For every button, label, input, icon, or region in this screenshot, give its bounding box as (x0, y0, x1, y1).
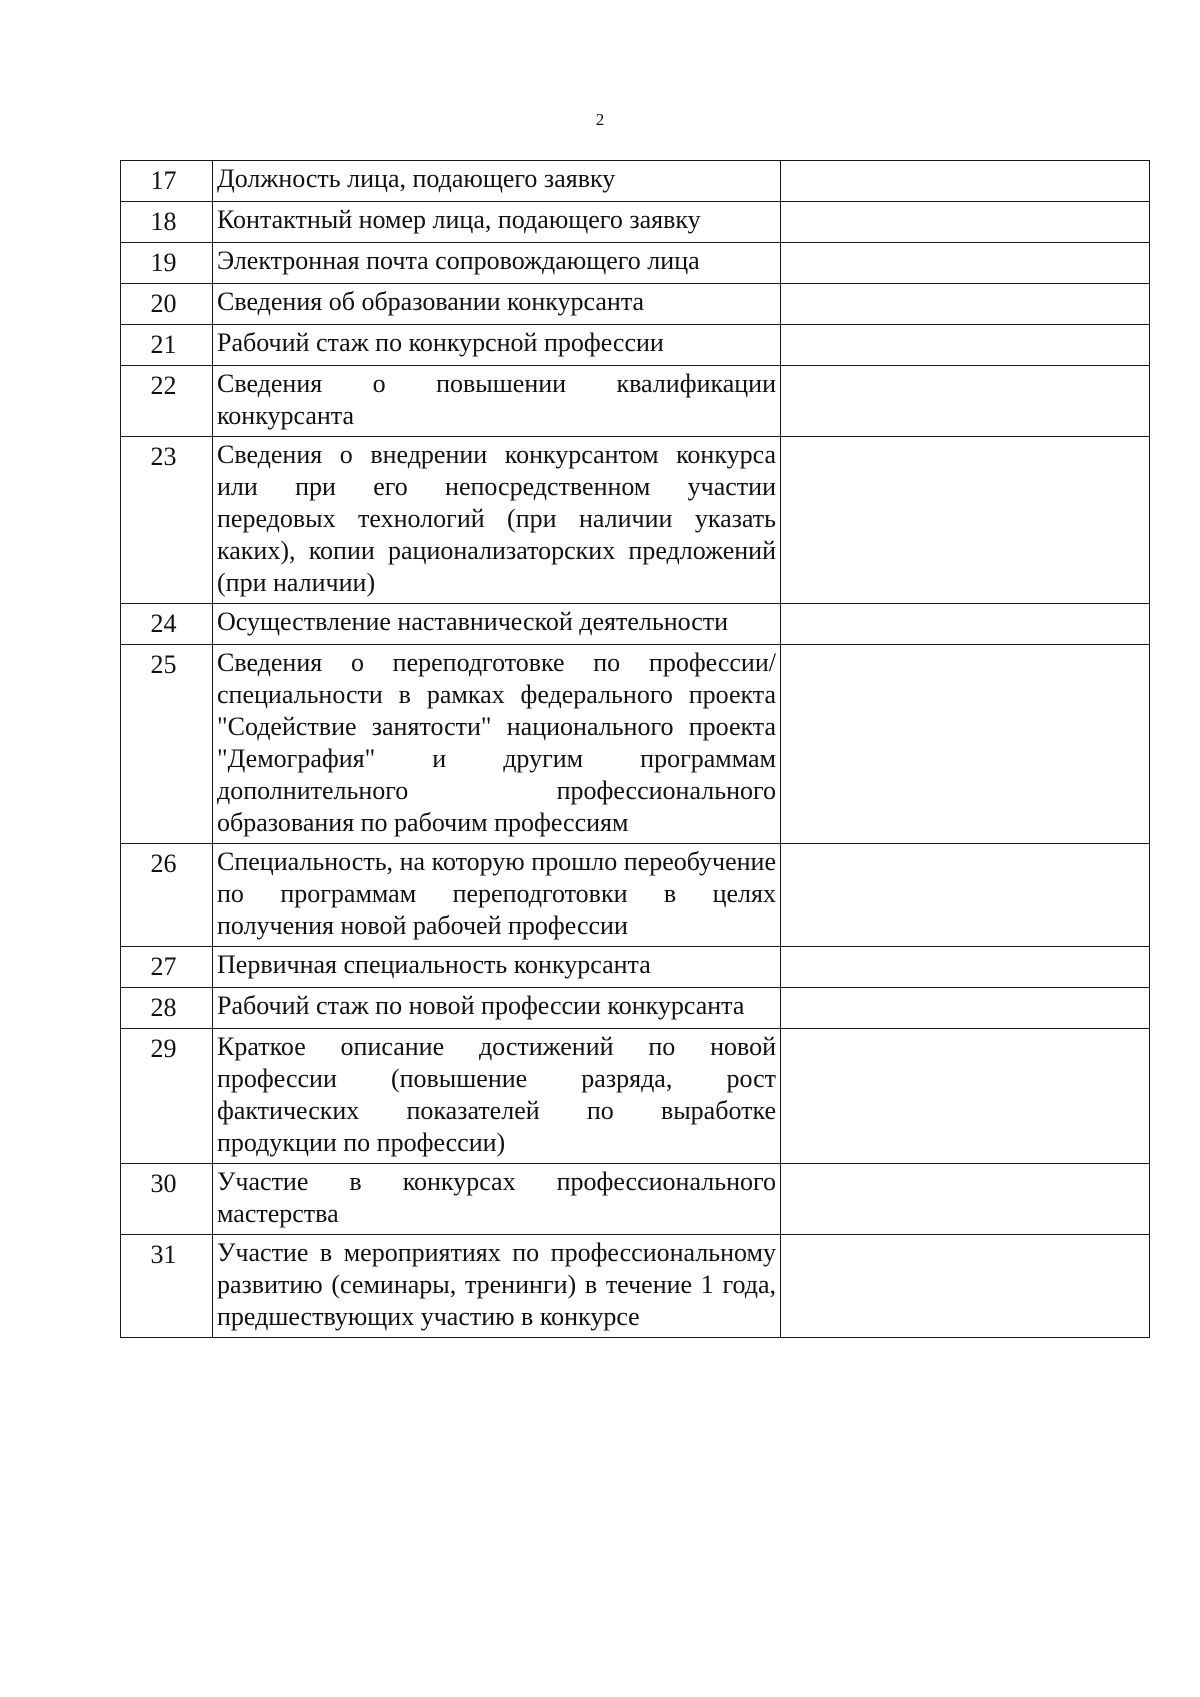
table-row (121, 1164, 1150, 1235)
field-label: Электронная почта сопровождающего лица (213, 243, 781, 284)
field-label: Сведения об образовании конкурсанта (213, 284, 781, 325)
row-number: 20 (121, 284, 213, 325)
field-label: Рабочий стаж по новой профессии конкурсанта (213, 988, 781, 1029)
field-value-cell[interactable] (781, 161, 1150, 202)
field-value-cell[interactable] (781, 988, 1150, 1029)
table-row (121, 284, 1150, 325)
table-row (121, 844, 1150, 947)
field-label: Сведения о внедрении конкурсантом конкурса или при его непосредственном участии передовых технологий (при наличии указать каких), копии рационализаторских предложений (при наличии) (213, 437, 781, 604)
table-row (121, 325, 1150, 366)
field-value-cell[interactable] (781, 604, 1150, 645)
field-value-cell[interactable] (781, 437, 1150, 604)
table-row (121, 437, 1150, 604)
field-value-cell[interactable] (781, 1029, 1150, 1164)
row-number: 19 (121, 243, 213, 284)
row-number: 29 (121, 1029, 213, 1164)
field-value-cell[interactable] (781, 1164, 1150, 1235)
form-table-body (121, 161, 1150, 1338)
table-row (121, 1235, 1150, 1338)
field-value-cell[interactable] (781, 243, 1150, 284)
field-label: Осуществление наставнической деятельности (213, 604, 781, 645)
table-row (121, 366, 1150, 437)
field-value-cell[interactable] (781, 947, 1150, 988)
table-row (121, 202, 1150, 243)
field-label: Должность лица, подающего заявку (213, 161, 781, 202)
field-label: Рабочий стаж по конкурсной профессии (213, 325, 781, 366)
field-label: Участие в мероприятиях по профессиональному развитию (семинары, тренинги) в течение 1 года, предшествующих участию в конкурсе (213, 1235, 781, 1338)
field-label: Сведения о переподготовке по профессии/специальности в рамках федерального проекта "Содействие занятости" национального проекта "Демография" и другим программам дополнительного профессионального образования по рабочим профессиям (213, 645, 781, 844)
row-number: 18 (121, 202, 213, 243)
field-label: Специальность, на которую прошло переобучение по программам переподготовки в целях получения новой рабочей профессии (213, 844, 781, 947)
row-number: 23 (121, 437, 213, 604)
field-label: Контактный номер лица, подающего заявку (213, 202, 781, 243)
field-value-cell[interactable] (781, 202, 1150, 243)
row-number: 17 (121, 161, 213, 202)
field-value-cell[interactable] (781, 844, 1150, 947)
row-number: 22 (121, 366, 213, 437)
field-value-cell[interactable] (781, 366, 1150, 437)
table-row (121, 645, 1150, 844)
table-row (121, 988, 1150, 1029)
page-number: 2 (595, 110, 605, 129)
field-value-cell[interactable] (781, 1235, 1150, 1338)
field-value-cell[interactable] (781, 284, 1150, 325)
field-label: Краткое описание достижений по новой профессии (повышение разряда, рост фактических показателей по выработке продукции по профессии) (213, 1029, 781, 1164)
field-label: Сведения о повышении квалификации конкурсанта (213, 366, 781, 437)
field-value-cell[interactable] (781, 325, 1150, 366)
field-label: Участие в конкурсах профессионального мастерства (213, 1164, 781, 1235)
field-value-cell[interactable] (781, 645, 1150, 844)
table-row (121, 604, 1150, 645)
row-number: 24 (121, 604, 213, 645)
row-number: 31 (121, 1235, 213, 1338)
row-number: 27 (121, 947, 213, 988)
table-row (121, 243, 1150, 284)
application-form-table (120, 160, 1150, 1338)
field-label: Первичная специальность конкурсанта (213, 947, 781, 988)
table-row (121, 161, 1150, 202)
row-number: 25 (121, 645, 213, 844)
table-row (121, 1029, 1150, 1164)
table-row (121, 947, 1150, 988)
row-number: 30 (121, 1164, 213, 1235)
row-number: 26 (121, 844, 213, 947)
row-number: 21 (121, 325, 213, 366)
row-number: 28 (121, 988, 213, 1029)
